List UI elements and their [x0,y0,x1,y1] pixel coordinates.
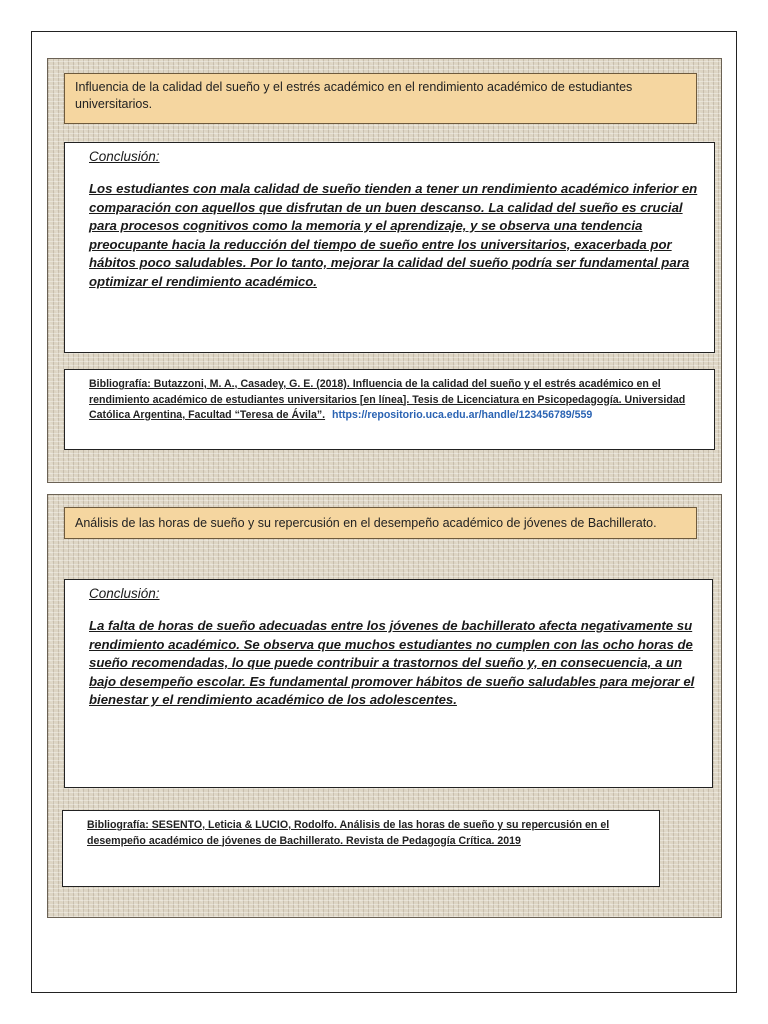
conclusion-text: La falta de horas de sueño adecuadas entre los jóvenes de bachillerato afecta negativamente su rendimiento académico. Se observa que muchos estudiantes no cumplen con las ocho horas de sueño recomendadas, lo que puede contribuir a trastornos del sueño y, en consecuencia, a un bajo desempeño escolar. Es fundamental promover hábitos de sueño saludables para mejorar el bienestar y el rendimiento académico de los adolescentes. [89,618,695,707]
bibliography-text: Bibliografía: SESENTO, Leticia & LUCIO, Rodolfo. Análisis de las horas de sueño y su repercusión en el desempeño académico de jóvenes de Bachillerato. Revista de Pedagogía Crítica. 2019 [87,819,610,847]
summary-card-1 [47,58,722,483]
conclusion-box [64,579,713,788]
conclusion-box [64,142,715,353]
conclusion-heading: Conclusión: [89,586,160,601]
card-title: Influencia de la calidad del sueño y el estrés académico en el rendimiento académico de estudiantes universitarios. [64,73,697,124]
bibliography-box [62,810,660,887]
bibliography-link[interactable]: https://repositorio.uca.edu.ar/handle/123456789/559 [332,409,593,421]
conclusion-heading: Conclusión: [89,149,160,164]
bibliography-text: Bibliografía: Butazzoni, M. A., Casadey, G. E. (2018). Influencia de la calidad del sueño y el estrés académico en el rendimiento académico de estudiantes universitarios [en línea]. Tesis de Licenciatura en Psicopedagogía. Universidad Católica Argentina, Facultad “Teresa de Ávila”. [89,378,686,421]
card-title: Análisis de las horas de sueño y su repercusión en el desempeño académico de jóvenes de Bachillerato. [64,507,697,539]
bibliography-box [64,369,715,450]
summary-card-2 [47,494,722,918]
conclusion-text: Los estudiantes con mala calidad de sueño tienden a tener un rendimiento académico inferior en comparación con aquellos que disfrutan de un buen descanso. La calidad del sueño es crucial para procesos cognitivos como la memoria y el aprendizaje, y se observa una tendencia preocupante hacia la reducción del tiempo de sueño entre los universitarios, exacerbada por hábitos poco saludables. Por lo tanto, mejorar la calidad del sueño podría ser fundamental para optimizar el rendimiento académico. [89,181,698,289]
